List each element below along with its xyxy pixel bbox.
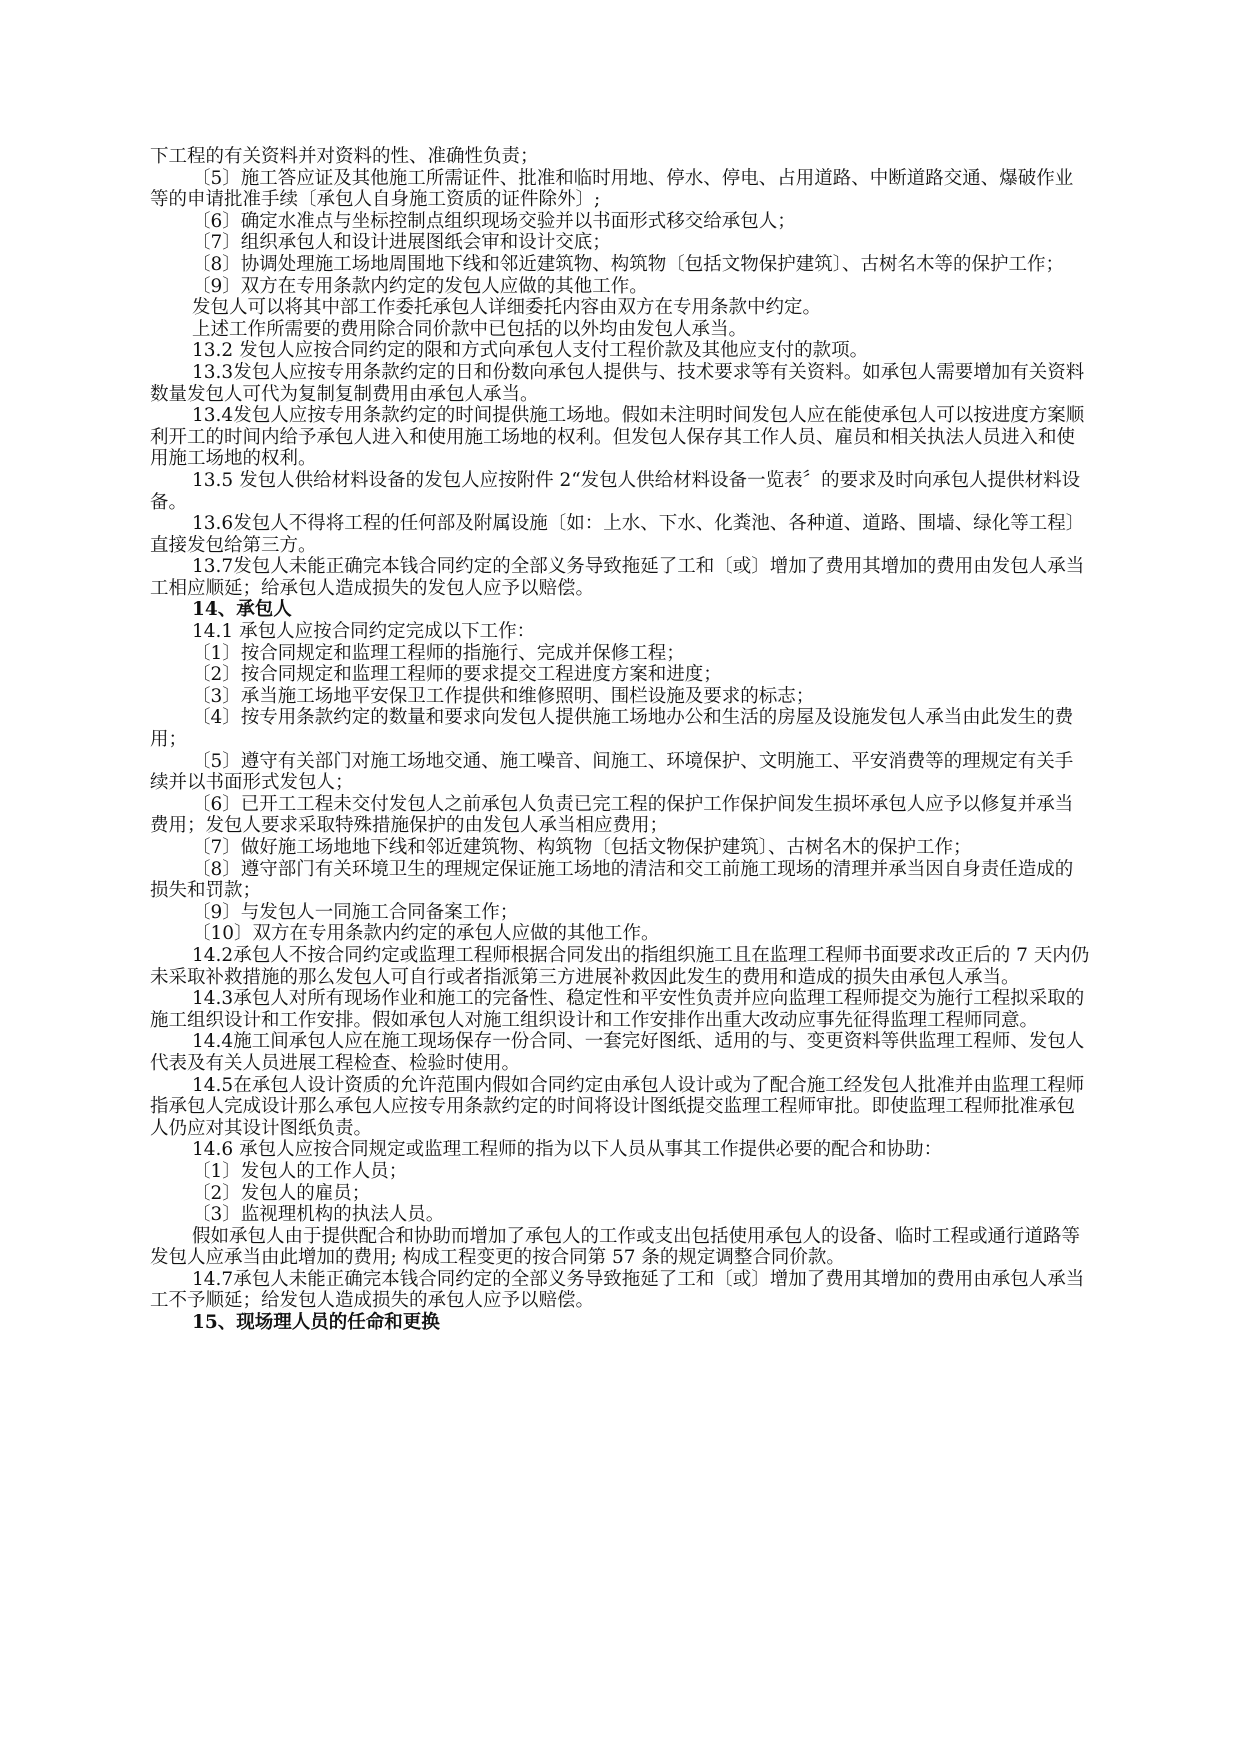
section-heading: 15、现场理人员的任命和更换 [192,1312,440,1334]
paragraph: 〔6〕已开工工程未交付发包人之前承包人负责已完工程的保护工作保护间发生损坏承包人应予以修复并承当费用；发包人要求采取特殊措施保护的由发包人承当相应费用； [150,793,1074,837]
paragraph: 〔5〕遵守有关部门对施工场地交通、施工噪音、间施工、环境保护、文明施工、平安消费等的理规定有关手续并以书面形式发包人； [150,750,1074,794]
paragraph: 〔7〕做好施工场地地下线和邻近建筑物、构筑物〔包括文物保护建筑〕、古树名木的保护工作； [192,837,972,858]
paragraph: 〔7〕组织承包人和设计进展图纸会审和设计交底； [192,232,611,254]
paragraph: 13.6发包人不得将工程的任何部及附属设施〔如：上水、下水、化粪池、各种道、道路、围墙、绿化等工程〕直接发包给第三方。 [150,513,1085,556]
paragraph: 〔5〕施工答应证及其他施工所需证件、批准和临时用地、停水、停电、占用道路、中断道路交通、爆破作业等的申请批准手续〔承包人自身施工资质的证件除外〕; [150,167,1074,211]
paragraph: 〔9〕双方在专用条款内约定的发包人应做的其他工作。 [192,275,648,297]
paragraph: 〔10〕双方在专用条款内约定的承包人应做的其他工作。 [192,923,660,945]
paragraph: 14.3承包人对所有现场作业和施工的完备性、稳定性和平安性负责并应向监理工程师提交为施行工程拟采取的施工组织设计和工作安排。假如承包人对施工组织设计和工作安排作出重大改动应事先征得监理工程师同意。 [150,988,1085,1031]
paragraph: 13.4发包人应按专用条款约定的时间提供施工场地。假如未注明时间发包人应在能使承包人可以按进度方案顺利开工的时间内给予承包人进入和使用施工场地的权利。但发包人保存其工作人员、雇员和相关执法人员进入和使用施工场地的权利。 [150,405,1085,470]
paragraph: 〔6〕确定水准点与坐标控制点组织现场交验并以书面形式移交给承包人； [192,210,796,232]
document-page [150,146,1090,1334]
section-heading: 14、承包人 [192,599,292,621]
paragraph: 13.5 发包人供给材料设备的发包人应按附件 2“发包人供给材料设备一览表〞的要求及时向承包人提供材料设备。 [150,469,1081,513]
paragraph: 14.7承包人未能正确完本钱合同约定的全部义务导致拖延了工和〔或〕增加了费用其增加的费用由承包人承当工不予顺延；给发包人造成损失的承包人应予以赔偿。 [150,1268,1085,1312]
paragraph: 假如承包人由于提供配合和协助而增加了承包人的工作或支出包括使用承包人的设备、临时工程或通行道路等发包人应承当由此增加的费用; 构成工程变更的按合同第 57 条的规定调整合同价款。 [150,1225,1081,1269]
paragraph: 〔9〕与发包人一同施工合同备案工作； [192,901,519,923]
paragraph: 下工程的有关资料并对资料的性、准确性负责； [150,146,539,167]
paragraph: 〔1〕按合同规定和监理工程师的指施行、完成并保修工程； [192,642,685,664]
paragraph: 13.2 发包人应按合同约定的限和方式向承包人支付工程价款及其他应支付的款项。 [192,340,869,362]
paragraph: 〔3〕承当施工场地平安保卫工作提供和维修照明、围栏设施及要求的标志； [192,685,815,707]
paragraph: 14.1 承包人应按合同约定完成以下工作： [192,621,536,643]
paragraph: 〔2〕发包人的雇员； [192,1182,371,1204]
paragraph: 14.6 承包人应按合同规定或监理工程师的指为以下人员从事其工作提供必要的配合和协助： [192,1139,943,1161]
paragraph: 13.3发包人应按专用条款约定的日和份数向承包人提供与、技术要求等有关资料。如承包人需要增加有关资料数量发包人可代为复制复制费用由承包人承当。 [150,361,1085,405]
paragraph: 〔2〕按合同规定和监理工程师的要求提交工程进度方案和进度； [192,664,722,686]
paragraph: 发包人可以将其中部工作委托承包人详细委托内容由双方在专用条款中约定。 [192,297,822,319]
paragraph: 〔4〕按专用条款约定的数量和要求向发包人提供施工场地办公和生活的房屋及设施发包人承当由此发生的费用； [150,707,1074,751]
paragraph: 〔1〕发包人的工作人员； [192,1160,408,1182]
paragraph: 〔3〕监视理机构的执法人员。 [192,1204,445,1226]
paragraph: 〔8〕遵守部门有关环境卫生的理规定保证施工场地的清洁和交工前施工现场的清理并承当因自身责任造成的损失和罚款； [150,858,1074,902]
paragraph: 上述工作所需要的费用除合同价款中已包括的以外均由发包人承当。 [192,318,748,340]
paragraph: 〔8〕协调处理施工场地周围地下线和邻近建筑物、构筑物〔包括文物保护建筑〕、古树名木等的保护工作； [192,253,1065,275]
paragraph: 14.4施工间承包人应在施工现场保存一份合同、一套完好图纸、适用的与、变更资料等供监理工程师、发包人代表及有关人员进展工程检查、检验时使用。 [150,1031,1085,1074]
paragraph: 14.5在承包人设计资质的允许范围内假如合同约定由承包人设计或为了配合施工经发包人批准并由监理工程师指承包人完成设计那么承包人应按专用条款约定的时间将设计图纸提交监理工程师审批。即使监理工程师批准承包人仍应对其设计图纸负责。 [150,1074,1085,1139]
paragraph: 14.2承包人不按合同约定或监理工程师根据合同发出的指组织施工且在监理工程师书面要求改正后的 7 天内仍未采取补救措施的那么发包人可自行或者指派第三方进展补救因此发生的费用和造成的损失由承包人承当。 [150,944,1090,988]
paragraph: 13.7发包人未能正确完本钱合同约定的全部义务导致拖延了工和〔或〕增加了费用其增加的费用由发包人承当工相应顺延；给承包人造成损失的发包人应予以赔偿。 [150,556,1085,599]
